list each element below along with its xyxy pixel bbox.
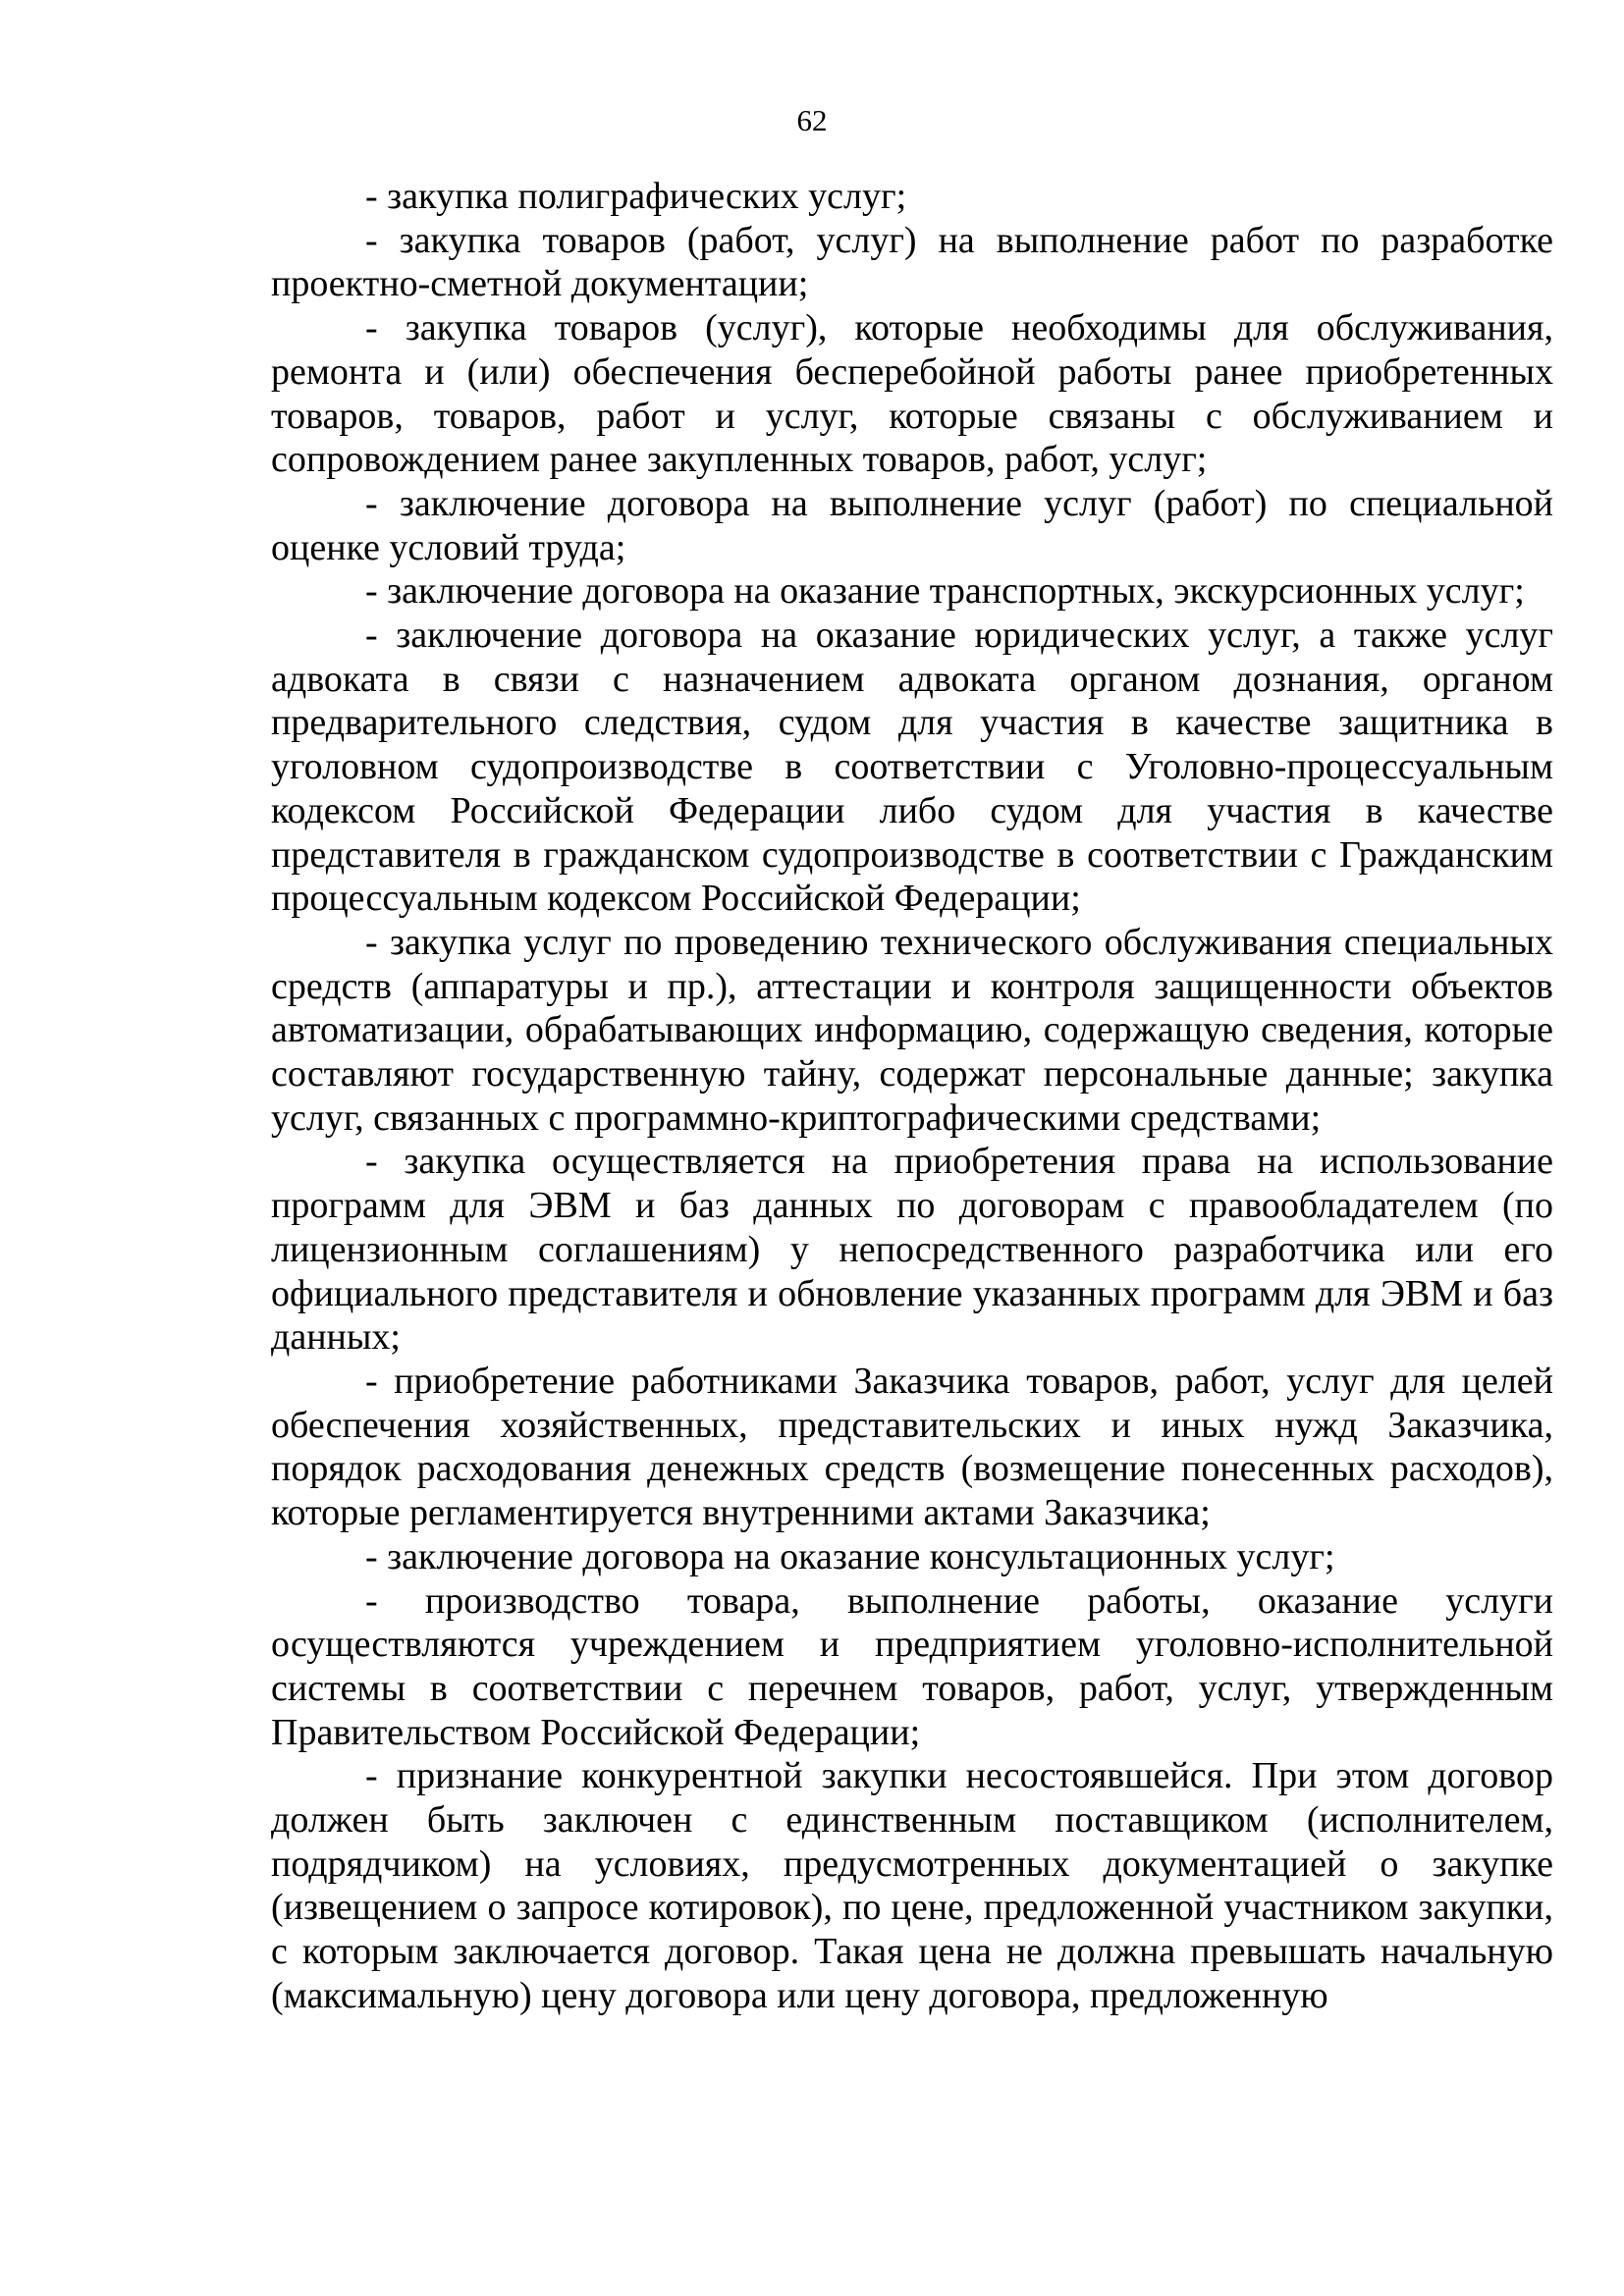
page-number: 62: [796, 103, 828, 137]
list-item: - закупка услуг по проведению технического обслуживания специальных средств (аппаратуры и пр.), аттестации и контроля защищенности объектов автоматизации, обрабатывающих информацию, содержащую сведения, которые составляют государственную тайну, содержат персональные данные; закупка услуг, связанных с программно-криптографическими средствами;: [271, 921, 1553, 1139]
list-item: - заключение договора на оказание юридических услуг, а также услуг адвоката в связи с назначением адвоката органом дознания, органом предварительного следствия, судом для участия в качестве защитника в уголовном судопроизводстве в соответствии с Уголовно-процессуальным кодексом Российской Федерации либо судом для участия в качестве представителя в гражданском судопроизводстве в соответствии с Гражданским процессуальным кодексом Российской Федерации;: [271, 614, 1553, 920]
list-item: - закупка осуществляется на приобретения права на использование программ для ЭВМ и баз данных по договорам с правообладателем (по лицензионным соглашениям) у непосредственного разработчика или его официального представителя и обновление указанных программ для ЭВМ и баз данных;: [271, 1141, 1553, 1359]
list-item: - заключение договора на оказание консультационных услуг;: [365, 1535, 1335, 1577]
list-item: - закупка товаров (работ, услуг) на выполнение работ по разработке проектно-сметной документации;: [271, 219, 1553, 305]
list-item: - заключение договора на оказание транспортных, экскурсионных услуг;: [365, 570, 1525, 613]
list-item: - закупка полиграфических услуг;: [365, 176, 907, 217]
list-item: - приобретение работниками Заказчика товаров, работ, услуг для целей обеспечения хозяйственных, представительских и иных нужд Заказчика, порядок расходования денежных средств (возмещение понесенных расходов), которые регламентируется внутренними актами Заказчика;: [271, 1360, 1553, 1534]
document-body: [271, 175, 1553, 2018]
list-item: - закупка товаров (услуг), которые необходимы для обслуживания, ремонта и (или) обеспечения бесперебойной работы ранее приобретенных товаров, товаров, работ и услуг, которые связаны с обслуживанием и сопровождением ранее закупленных товаров, работ, услуг;: [271, 307, 1553, 481]
list-item: - признание конкурентной закупки несостоявшейся. При этом договор должен быть заключен с единственным поставщиком (исполнителем, подрядчиком) на условиях, предусмотренных документацией о закупке (извещением о запросе котировок), по цене, предложенной участником закупки, с которым заключается договор. Такая цена не должна превышать начальную (максимальную) цену договора или цену договора, предложенную: [271, 1755, 1553, 2016]
list-item: - заключение договора на выполнение услуг (работ) по специальной оценке условий труда;: [271, 482, 1553, 568]
list-item: - производство товара, выполнение работы, оказание услуги осуществляются учреждением и предприятием уголовно-исполнительной системы в соответствии с перечнем товаров, работ, услуг, утвержденным Правительством Российской Федерации;: [271, 1579, 1553, 1753]
